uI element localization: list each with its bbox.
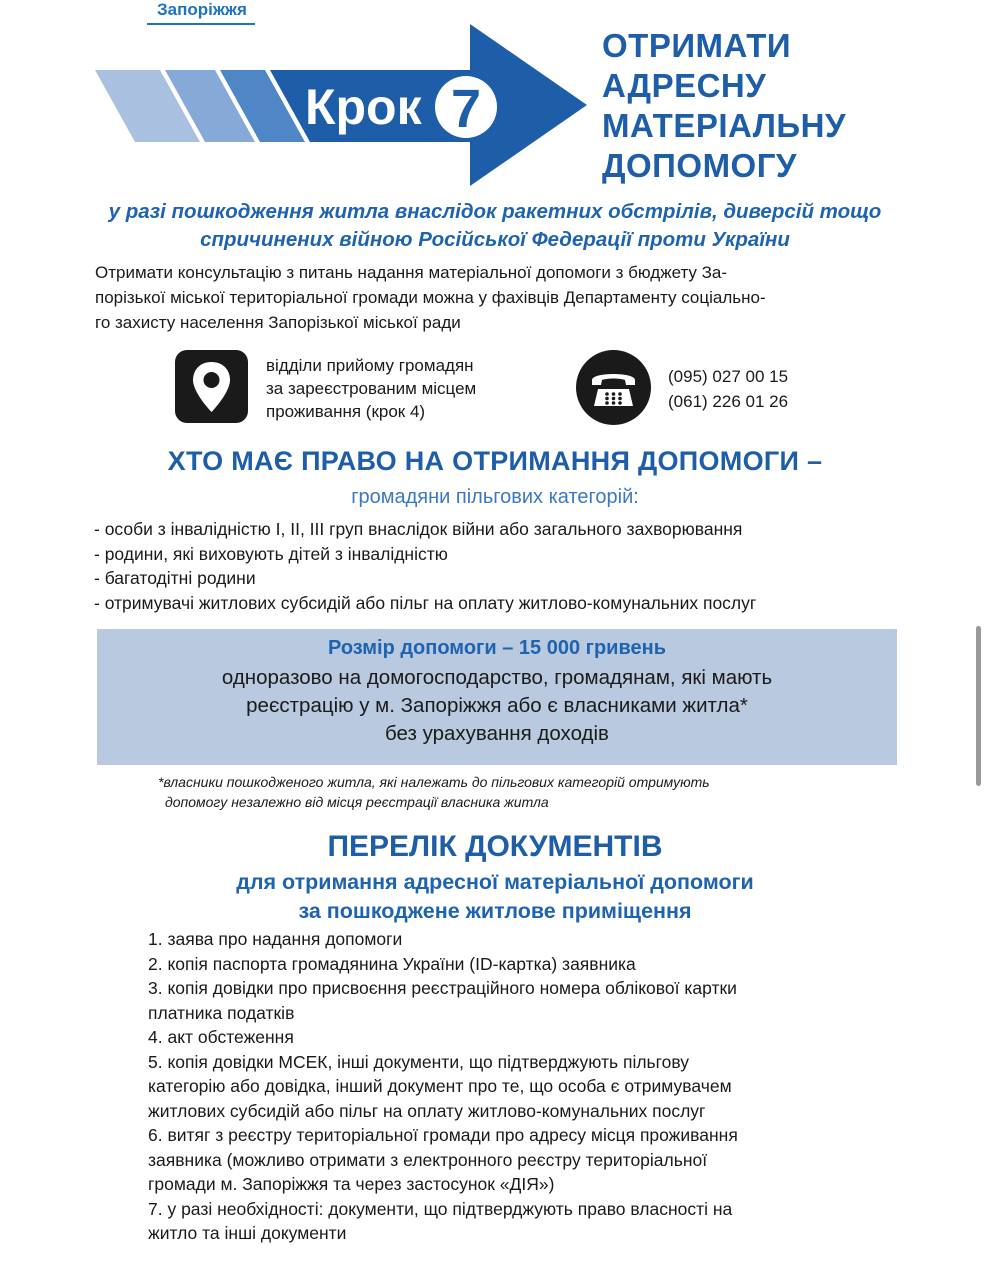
step-title-line: АДРЕСНУ xyxy=(602,67,767,104)
list-item: житло та інші документи xyxy=(148,1223,347,1243)
scrollbar[interactable] xyxy=(976,626,981,786)
list-item: - багатодітні родини xyxy=(94,568,256,588)
documents-subheading-line: за пошкоджене житлове приміщення xyxy=(298,899,692,923)
step-label: Крок xyxy=(305,79,422,135)
map-pin-icon xyxy=(175,350,248,423)
step-title-line: МАТЕРІАЛЬНУ xyxy=(602,107,846,144)
list-item: - родини, які виховують дітей з інвалідністю xyxy=(94,543,448,564)
list-item: громади м. Запоріжжя та через застосунок «ДІЯ») xyxy=(148,1174,555,1194)
city-label: Запоріжжя xyxy=(157,0,247,19)
list-item: заявника (можливо отримати з електронного реєстру територіальної xyxy=(148,1149,708,1170)
step-arrow-banner xyxy=(90,24,590,186)
documents-subheading xyxy=(40,868,950,926)
list-item: житлових субсидій або пільг на оплату житлово-комунальних послуг xyxy=(148,1100,706,1121)
list-item: 6. витяг з реєстру територіальної громади про адресу місця проживання xyxy=(148,1125,738,1145)
eligibility-heading: ХТО МАЄ ПРАВО НА ОТРИМАННЯ ДОПОМОГИ – xyxy=(167,446,823,476)
list-item: - отримувачі житлових субсидій або пільг на оплату житлово-комунальних послуг xyxy=(94,592,757,613)
documents-list xyxy=(148,927,868,1246)
subtitle-line: у разі пошкодження житла внаслідок ракетних обстрілів, диверсій тощо xyxy=(108,200,882,223)
footnote-line: допомогу незалежно від місця реєстрації власника житла xyxy=(165,794,549,810)
step-number: 7 xyxy=(450,79,482,139)
intro-line: го захисту населення Запорізької міської ради xyxy=(95,313,461,332)
telephone-icon xyxy=(576,350,651,425)
list-item: 3. копія довідки про присвоєння реєстраційного номера облікової картки xyxy=(148,978,737,998)
documents-subheading-line: для отримання адресної матеріальної допомоги xyxy=(236,870,754,894)
reception-line: за зареєстрованим місцем xyxy=(266,379,477,398)
list-item: категорію або довідка, інший документ про те, що особа є отримувачем xyxy=(148,1076,732,1096)
step-title-line: ДОПОМОГУ xyxy=(602,147,797,184)
footnote-line: *власники пошкодженого житла, які належать до пільгових категорій отримують xyxy=(158,774,710,790)
reception-line: проживання (крок 4) xyxy=(266,402,426,421)
list-item: 4. акт обстеження xyxy=(148,1027,294,1047)
list-item: 2. копія паспорта громадянина України (ID-картка) заявника xyxy=(148,953,636,974)
list-item: платника податків xyxy=(148,1002,295,1023)
documents-heading: ПЕРЕЛІК ДОКУМЕНТІВ xyxy=(327,830,663,863)
phone-number-link[interactable]: (095) 027 00 15 xyxy=(668,367,789,386)
step-title-line: ОТРИМАТИ xyxy=(602,27,792,64)
amount-line: реєстрацію у м. Запоріжжя або є власниками житла* xyxy=(246,694,748,717)
phone-numbers xyxy=(668,364,788,414)
reception-info xyxy=(266,354,476,423)
amount-line: одноразово на домогосподарство, громадянам, які мають xyxy=(221,666,773,689)
step-title xyxy=(602,26,846,186)
list-item: 7. у разі необхідності: документи, що підтверджують право власності на xyxy=(148,1198,733,1219)
list-item: 5. копія довідки МСЕК, інші документи, що підтверджують пільгову xyxy=(148,1051,690,1072)
intro-paragraph xyxy=(95,260,915,335)
condition-subtitle xyxy=(40,198,950,254)
list-item: 1. заява про надання допомоги xyxy=(148,929,403,949)
phone-number-link[interactable]: (061) 226 01 26 xyxy=(668,392,789,411)
footnote xyxy=(158,772,710,812)
intro-line: Отримати консультацію з питань надання матеріальної допомоги з бюджету За- xyxy=(95,263,728,282)
eligibility-subheading: громадяни пільгових категорій: xyxy=(351,486,639,508)
amount-description xyxy=(97,664,897,748)
reception-line: відділи прийому громадян xyxy=(266,356,474,375)
list-item: - особи з інвалідністю I, II, III груп внаслідок війни або загального захворювання xyxy=(94,519,743,539)
eligibility-list xyxy=(94,517,756,615)
amount-title: Розмір допомоги – 15 000 гривень xyxy=(327,637,667,659)
subtitle-line: спричинених війною Російської Федерації проти України xyxy=(200,228,790,251)
amount-line: без урахування доходів xyxy=(385,722,609,745)
intro-line: порізької міської територіальної громади можна у фахівців Департаменту соціально- xyxy=(95,288,766,307)
